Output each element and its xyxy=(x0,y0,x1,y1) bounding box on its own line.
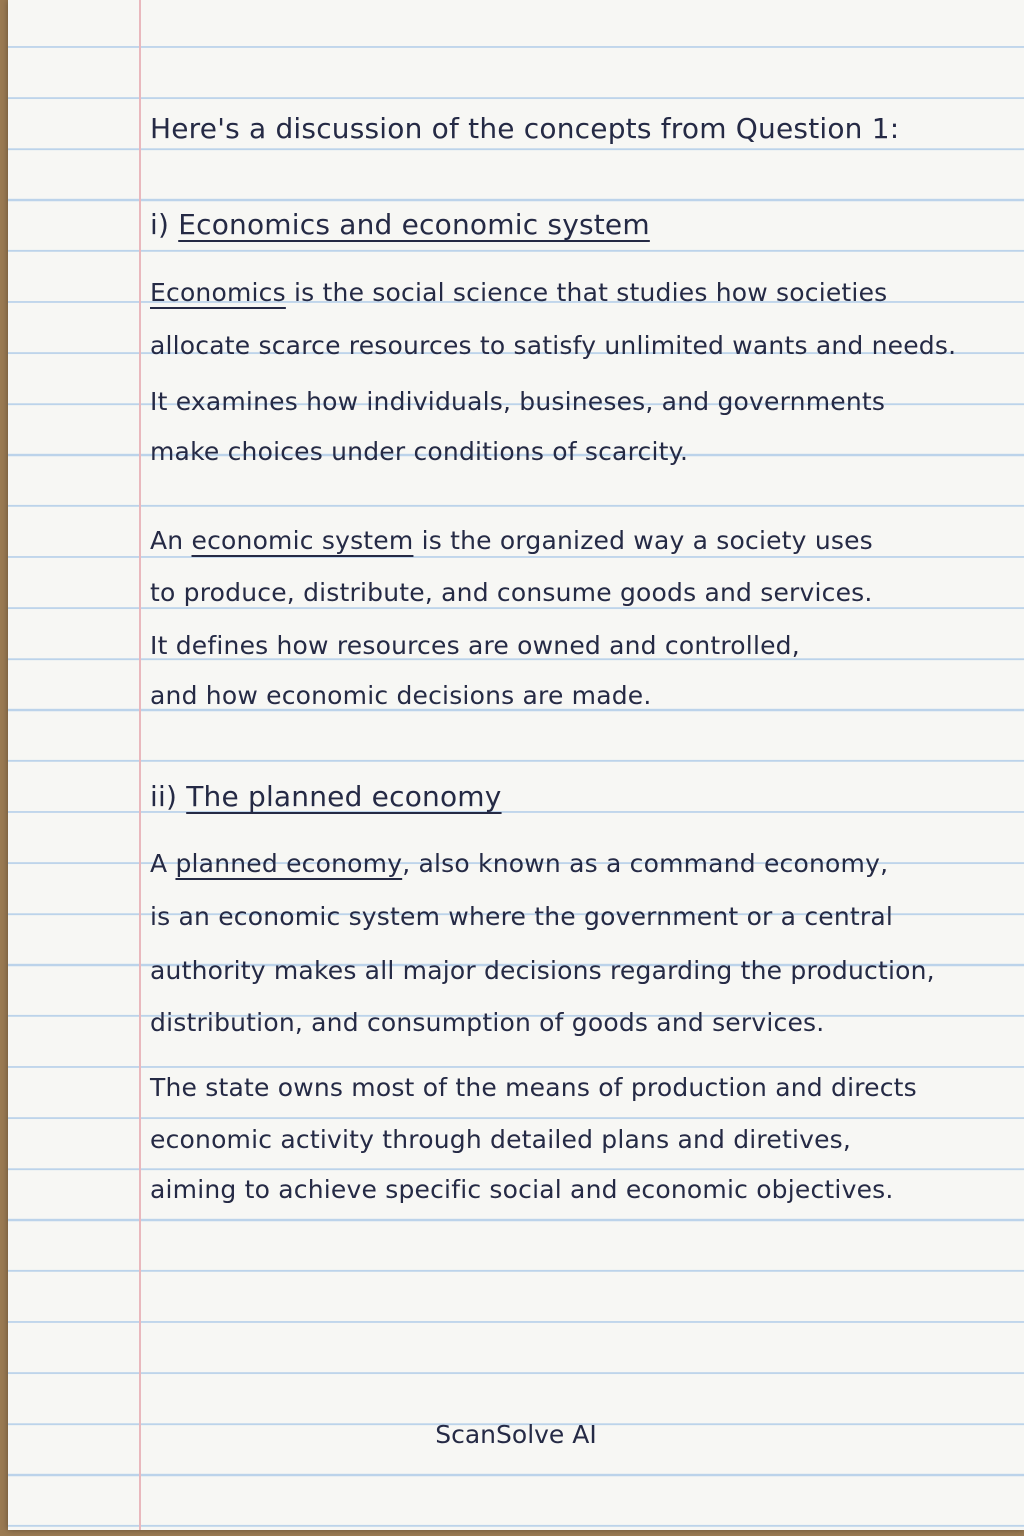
section-2-title: The planned economy xyxy=(186,780,502,813)
margin-line xyxy=(139,0,141,1530)
section-2-heading xyxy=(150,780,502,813)
s2-p1-line-3: authority makes all major decisions regarding the production, xyxy=(150,956,935,985)
intro-text: Here's a discussion of the concepts from Question 1: xyxy=(150,112,900,145)
s1-p1-line-3: It examines how individuals, busineses, and governments xyxy=(150,387,886,416)
s2-p1-line-4: distribution, and consumption of goods and services. xyxy=(150,1008,825,1037)
s2-p1-line-2: is an economic system where the government or a central xyxy=(150,902,894,931)
s1-p1-line-4: make choices under conditions of scarcity. xyxy=(150,437,689,466)
s2-p2-line-1: The state owns most of the means of production and directs xyxy=(150,1073,917,1102)
term-economics: Economics xyxy=(150,278,286,307)
s1-p2-line-1: An economic system is the organized way a society uses xyxy=(150,526,873,555)
s1-p1-line-1: Economics is the social science that studies how societies xyxy=(150,278,888,307)
section-2-number: ii) xyxy=(150,780,178,813)
s1-p2-line-2: to produce, distribute, and consume goods and services. xyxy=(150,578,873,607)
s1-p2-line-4: and how economic decisions are made. xyxy=(150,681,652,710)
s2-p1-line-1: A planned economy, also known as a command economy, xyxy=(150,849,889,878)
footer-brand: ScanSolve AI xyxy=(435,1420,597,1449)
s1-p1-line-2: allocate scarce resources to satisfy unlimited wants and needs. xyxy=(150,331,957,360)
term-economic-system: economic system xyxy=(191,526,414,555)
section-1-number: i) xyxy=(150,208,170,241)
term-planned-economy: planned economy xyxy=(175,849,403,878)
section-1-title: Economics and economic system xyxy=(178,208,650,241)
s2-p2-line-3: aiming to achieve specific social and economic objectives. xyxy=(150,1175,894,1204)
notebook-page xyxy=(8,0,1024,1530)
s2-p2-line-2: economic activity through detailed plans and diretives, xyxy=(150,1125,852,1154)
section-1-heading xyxy=(150,208,650,241)
s1-p2-line-3: It defines how resources are owned and controlled, xyxy=(150,631,800,660)
